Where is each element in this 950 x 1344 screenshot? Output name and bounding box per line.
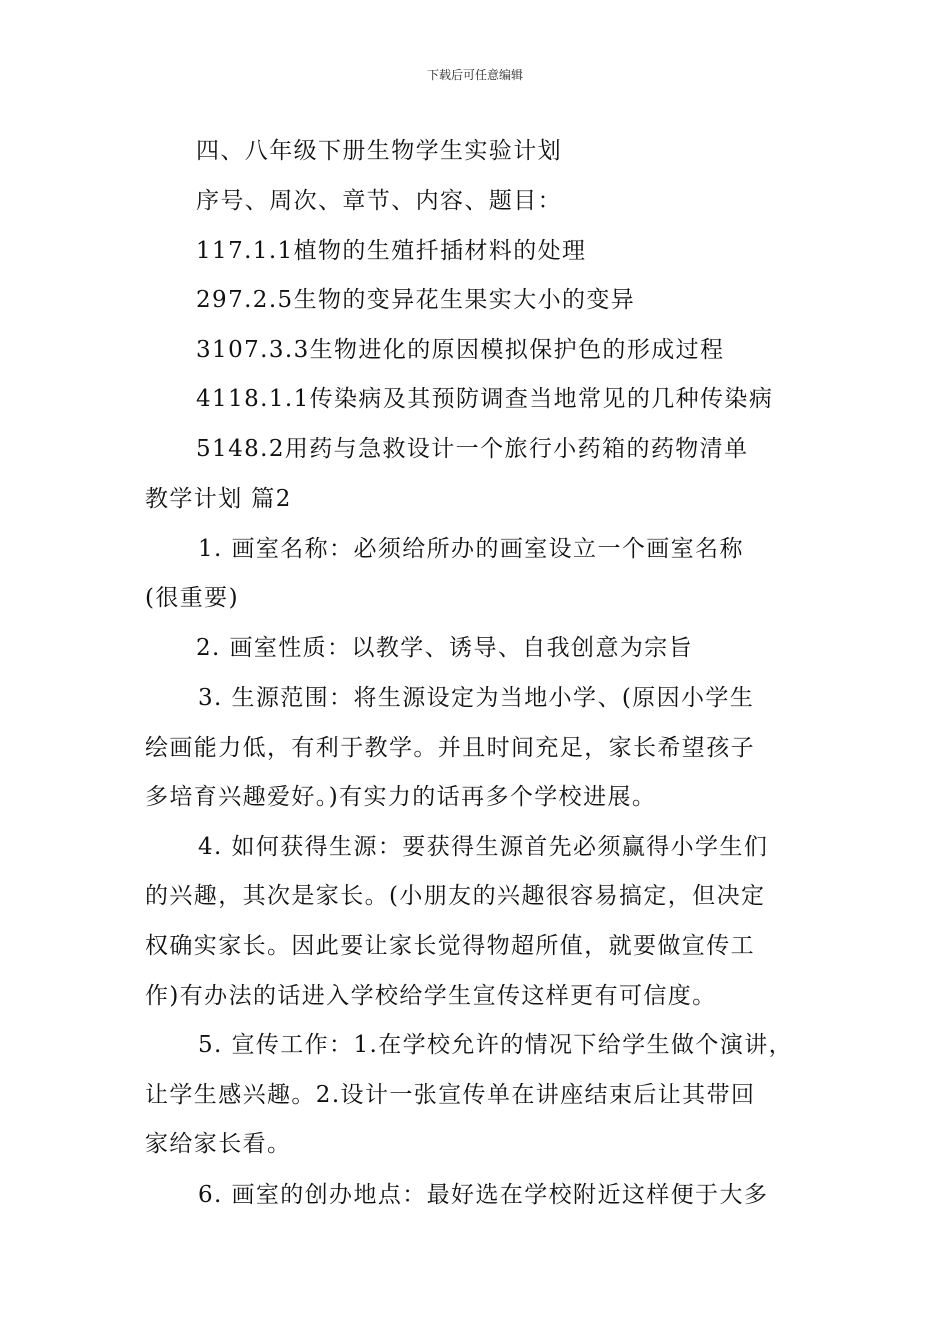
paragraph-line: (很重要) (145, 585, 239, 611)
paragraph-line: 5. 宣传工作：1.在学校允许的情况下给学生做个演讲， (198, 1032, 793, 1058)
paragraph-line: 1. 画室名称：必须给所办的画室设立一个画室名称 (198, 536, 744, 562)
paragraph-line: 的兴趣，其次是家长。(小朋友的兴趣很容易搞定，但决定 (145, 883, 766, 909)
part-heading: 教学计划 篇2 (145, 486, 292, 512)
experiment-item: 4118.1.1传染病及其预防调查当地常见的几种传染病 (196, 386, 774, 412)
paragraph-line: 权确实家长。因此要让家长觉得物超所值，就要做宣传工 (145, 933, 755, 959)
paragraph-line: 4. 如何获得生源：要获得生源首先必须赢得小学生们 (198, 834, 769, 860)
column-list: 序号、周次、章节、内容、题目： (196, 188, 562, 214)
paragraph-line: 绘画能力低，有利于教学。并且时间充足，家长希望孩子 (145, 735, 755, 761)
experiment-item: 117.1.1植物的生殖扦插材料的处理 (196, 238, 587, 264)
paragraph-line: 作)有办法的话进入学校给学生宣传这样更有可信度。 (145, 983, 717, 1009)
section-title: 四、八年级下册生物学生实验计划 (196, 138, 562, 164)
paragraph-line: 家给家长看。 (145, 1131, 292, 1157)
experiment-item: 3107.3.3生物进化的原因模拟保护色的形成过程 (196, 337, 725, 363)
paragraph-line: 多培育兴趣爱好。)有实力的话再多个学校进展。 (145, 784, 657, 810)
paragraph-line: 让学生感兴趣。2.设计一张宣传单在讲座结束后让其带回 (145, 1082, 756, 1108)
page-header-note: 下载后可任意编辑 (426, 68, 523, 82)
experiment-item: 297.2.5生物的变异花生果实大小的变异 (196, 287, 636, 313)
paragraph-line: 6. 画室的创办地点：最好选在学校附近这样便于大多 (198, 1182, 769, 1208)
paragraph-line: 2. 画室性质：以教学、诱导、自我创意为宗旨 (196, 635, 694, 661)
paragraph-line: 3. 生源范围：将生源设定为当地小学、(原因小学生 (198, 685, 755, 711)
experiment-item: 5148.2用药与急救设计一个旅行小药箱的药物清单 (196, 436, 749, 462)
